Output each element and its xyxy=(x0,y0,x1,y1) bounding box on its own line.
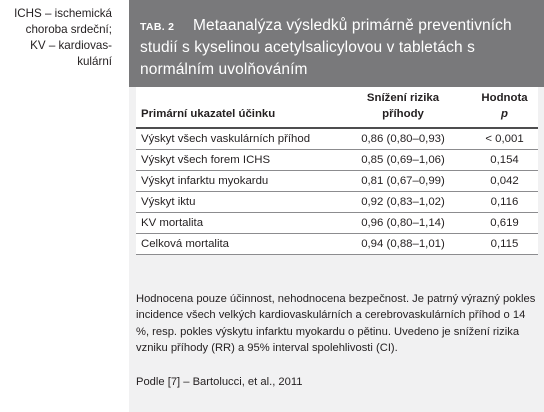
table-row xyxy=(136,234,538,255)
col3-header-line1: Hodnota xyxy=(481,92,528,104)
col3-header-line2: p xyxy=(501,108,508,120)
table-number-label: TAB. 2 xyxy=(140,21,175,33)
table-source: Podle [7] – Bartolucci, et al., 2011 xyxy=(136,376,303,388)
p-value-cell: 0,115 xyxy=(471,234,538,255)
table-panel xyxy=(129,0,544,412)
sidenote-line: kulární xyxy=(77,55,112,68)
p-value-cell: 0,619 xyxy=(471,213,538,234)
p-value-cell: 0,042 xyxy=(471,171,538,192)
sidenote-line: ICHS – ischemická xyxy=(14,7,112,20)
risk-reduction-cell: 0,92 (0,83–1,02) xyxy=(335,192,471,213)
risk-reduction-cell: 0,94 (0,88–1,01) xyxy=(335,234,471,255)
table-header-row xyxy=(136,87,538,128)
table-row xyxy=(136,192,538,213)
risk-reduction-cell: 0,81 (0,67–0,99) xyxy=(335,171,471,192)
col-p-value-header xyxy=(471,87,538,128)
table-row xyxy=(136,128,538,150)
p-value-cell: < 0,001 xyxy=(471,128,538,150)
results-table xyxy=(136,87,538,255)
endpoint-cell: Celková mortalita xyxy=(136,234,335,255)
table-header xyxy=(129,0,544,87)
risk-reduction-cell: 0,96 (0,80–1,14) xyxy=(335,213,471,234)
table-title xyxy=(140,15,538,81)
table-row xyxy=(136,150,538,171)
sidenote-line: KV – kardiovas- xyxy=(30,39,112,52)
endpoint-cell: Výskyt iktu xyxy=(136,192,335,213)
p-value-cell: 0,154 xyxy=(471,150,538,171)
col-endpoint-header: Primární ukazatel účinku xyxy=(136,87,335,128)
col2-header-line1: Snížení rizika xyxy=(366,92,440,104)
table-title-text: Metaanalýza výsledků primárně preventivních studií s kyselinou acetylsalicylovou v tabletách s normálním uvolňováním xyxy=(140,17,512,78)
endpoint-cell: KV mortalita xyxy=(136,213,335,234)
table-row xyxy=(136,213,538,234)
abbreviation-sidenote xyxy=(0,6,112,70)
endpoint-cell: Výskyt všech forem ICHS xyxy=(136,150,335,171)
endpoint-cell: Výskyt infarktu myokardu xyxy=(136,171,335,192)
col-risk-reduction-header xyxy=(335,87,471,128)
sidenote-line: choroba srdeční; xyxy=(25,23,112,36)
col2-header-line2: příhody xyxy=(382,108,424,120)
endpoint-cell: Výskyt všech vaskulárních příhod xyxy=(136,128,335,150)
risk-reduction-cell: 0,86 (0,80–0,93) xyxy=(335,128,471,150)
p-value-cell: 0,116 xyxy=(471,192,538,213)
table-row xyxy=(136,171,538,192)
risk-reduction-cell: 0,85 (0,69–1,06) xyxy=(335,150,471,171)
table-footnote: Hodnocena pouze účinnost, nehodnocena bezpečnost. Je patrný výrazný pokles incidence všech velkých kardiovaskulárních a cerebrovaskulárních příhod o 14 %, resp. pokles výskytu infarktu myokardu o pětinu. Uvedeno je snížení rizika vzniku příhody (RR) a 95% interval spolehlivosti (CI). xyxy=(136,293,536,354)
